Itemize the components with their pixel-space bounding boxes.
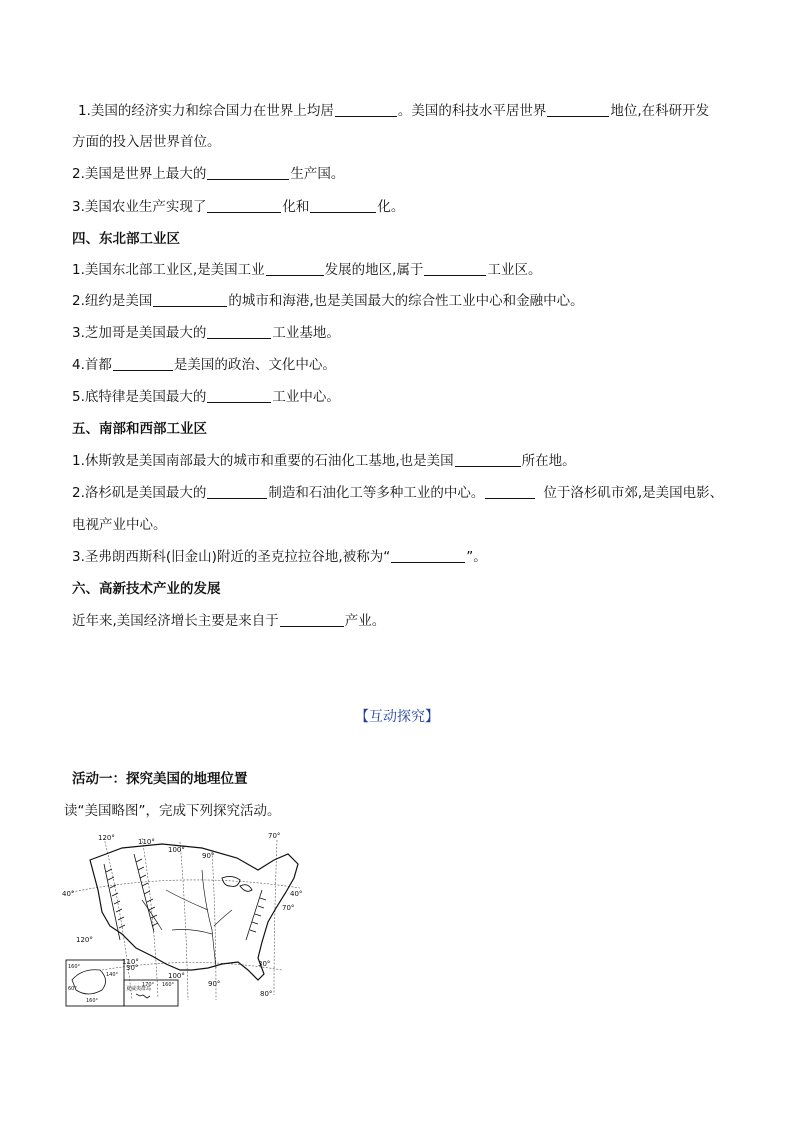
section-5-item-3 xyxy=(72,548,487,566)
q2-text-b: 生产国。 xyxy=(290,166,345,182)
section-4-item-2 xyxy=(72,292,584,310)
answer-blank[interactable] xyxy=(280,612,344,627)
s5-l1-b: 所在地。 xyxy=(521,453,576,469)
map-label: 70° xyxy=(282,904,295,912)
s4-l1-b: 发展的地区,属于 xyxy=(324,262,424,278)
answer-blank[interactable] xyxy=(455,452,521,467)
s4-l2-b: 的城市和海港,也是美国最大的综合性工业中心和金融中心。 xyxy=(228,293,584,309)
answer-blank[interactable] xyxy=(485,484,535,499)
q1-text-c: 地位,在科研开发 xyxy=(610,103,710,119)
map-label: 70° xyxy=(268,832,281,840)
s4-l1-a: 1.美国东北部工业区,是美国工业 xyxy=(72,262,265,278)
map-label: 140° xyxy=(106,972,119,978)
s5-l3-b: ”。 xyxy=(466,549,487,565)
usa-map xyxy=(62,830,312,1010)
map-label: 170° xyxy=(142,982,155,988)
answer-blank[interactable] xyxy=(266,261,324,276)
question-1-cont: 方面的投入居世界首位。 xyxy=(72,134,221,150)
section-6-item-1 xyxy=(72,612,385,630)
answer-blank[interactable] xyxy=(207,198,281,213)
answer-blank[interactable] xyxy=(207,388,271,403)
question-3 xyxy=(72,198,404,216)
s4-l2-a: 2.纽约是美国 xyxy=(72,293,153,309)
activity-title: 活动一：探究美国的地理位置 xyxy=(72,771,248,787)
section-4-item-5 xyxy=(72,388,340,406)
section-4-item-1 xyxy=(72,261,541,279)
answer-blank[interactable] xyxy=(335,102,397,117)
map-label: 40° xyxy=(62,890,75,898)
answer-blank[interactable] xyxy=(153,292,227,307)
answer-blank[interactable] xyxy=(547,102,609,117)
s5-l2-c: 位于洛杉矶市郊,是美国电影、 xyxy=(543,485,724,501)
map-label: 90° xyxy=(208,980,221,988)
s6-l1-a: 近年来,美国经济增长主要是来自于 xyxy=(72,613,279,629)
map-label: 160° xyxy=(162,982,175,988)
s6-l1-b: 产业。 xyxy=(344,613,386,629)
section-5-title: 五、南部和西部工业区 xyxy=(72,421,207,437)
s4-l5-b: 工业中心。 xyxy=(272,389,340,405)
activity-instruction: 读“美国略图”，完成下列探究活动。 xyxy=(64,803,281,819)
section-4-title: 四、东北部工业区 xyxy=(72,231,180,247)
s4-l3-a: 3.芝加哥是美国最大的 xyxy=(72,325,207,341)
map-label: 120° xyxy=(76,936,93,944)
map-label: 100° xyxy=(168,846,185,854)
map-label: 110° xyxy=(138,838,155,846)
section-4-item-4 xyxy=(72,356,336,374)
map-label: 40° xyxy=(290,890,303,898)
s4-l3-b: 工业基地。 xyxy=(272,325,340,341)
s4-l4-a: 4.首都 xyxy=(72,357,112,373)
map-label: 30° xyxy=(258,960,271,968)
section-5-item-1 xyxy=(72,452,576,470)
q3-text-c: 化。 xyxy=(377,199,405,215)
answer-blank[interactable] xyxy=(207,484,267,499)
question-2 xyxy=(72,165,344,183)
s5-l1-a: 1.休斯敦是美国南部最大的城市和重要的石油化工基地,也是美国 xyxy=(72,453,454,469)
map-label: 30° xyxy=(126,964,139,972)
map-label: 夏威夷群岛 xyxy=(126,986,152,992)
q1-text-b: 。美国的科技水平居世界 xyxy=(397,103,547,119)
q1-text-a: 1.美国的经济实力和综合国力在世界上均居 xyxy=(78,103,334,119)
s5-l2-b: 制造和石油化工等多种工业的中心。 xyxy=(268,485,485,501)
map-label: 100° xyxy=(168,972,185,980)
interactive-title: 【互动探究】 xyxy=(355,709,439,725)
q3-text-b: 化和 xyxy=(282,199,310,215)
map-label: 160° xyxy=(86,998,99,1004)
s4-l5-a: 5.底特律是美国最大的 xyxy=(72,389,207,405)
s4-l1-c: 工业区。 xyxy=(487,262,542,278)
map-label: 60° xyxy=(68,986,77,992)
answer-blank[interactable] xyxy=(207,165,289,180)
section-4-item-3 xyxy=(72,324,340,342)
s5-l3-a: 3.圣弗朗西斯科(旧金山)附近的圣克拉拉谷地,被称为“ xyxy=(72,549,391,565)
map-label: 80° xyxy=(260,990,273,998)
q2-text-a: 2.美国是世界上最大的 xyxy=(72,166,207,182)
answer-blank[interactable] xyxy=(113,356,173,371)
answer-blank[interactable] xyxy=(424,261,486,276)
answer-blank[interactable] xyxy=(207,324,271,339)
map-label: 160° xyxy=(68,964,81,970)
map-label: 110° xyxy=(122,958,139,966)
map-label: 90° xyxy=(202,852,215,860)
answer-blank[interactable] xyxy=(391,548,465,563)
answer-blank[interactable] xyxy=(310,198,376,213)
s5-l2-a: 2.洛杉矶是美国最大的 xyxy=(72,485,207,501)
section-6-title: 六、高新技术产业的发展 xyxy=(72,581,221,597)
q3-text-a: 3.美国农业生产实现了 xyxy=(72,199,207,215)
s4-l4-b: 是美国的政治、文化中心。 xyxy=(173,357,336,373)
map-label: 120° xyxy=(98,834,115,842)
section-5-item-2 xyxy=(72,484,723,502)
question-1 xyxy=(78,102,709,120)
section-5-item-2-cont: 电视产业中心。 xyxy=(72,517,167,533)
